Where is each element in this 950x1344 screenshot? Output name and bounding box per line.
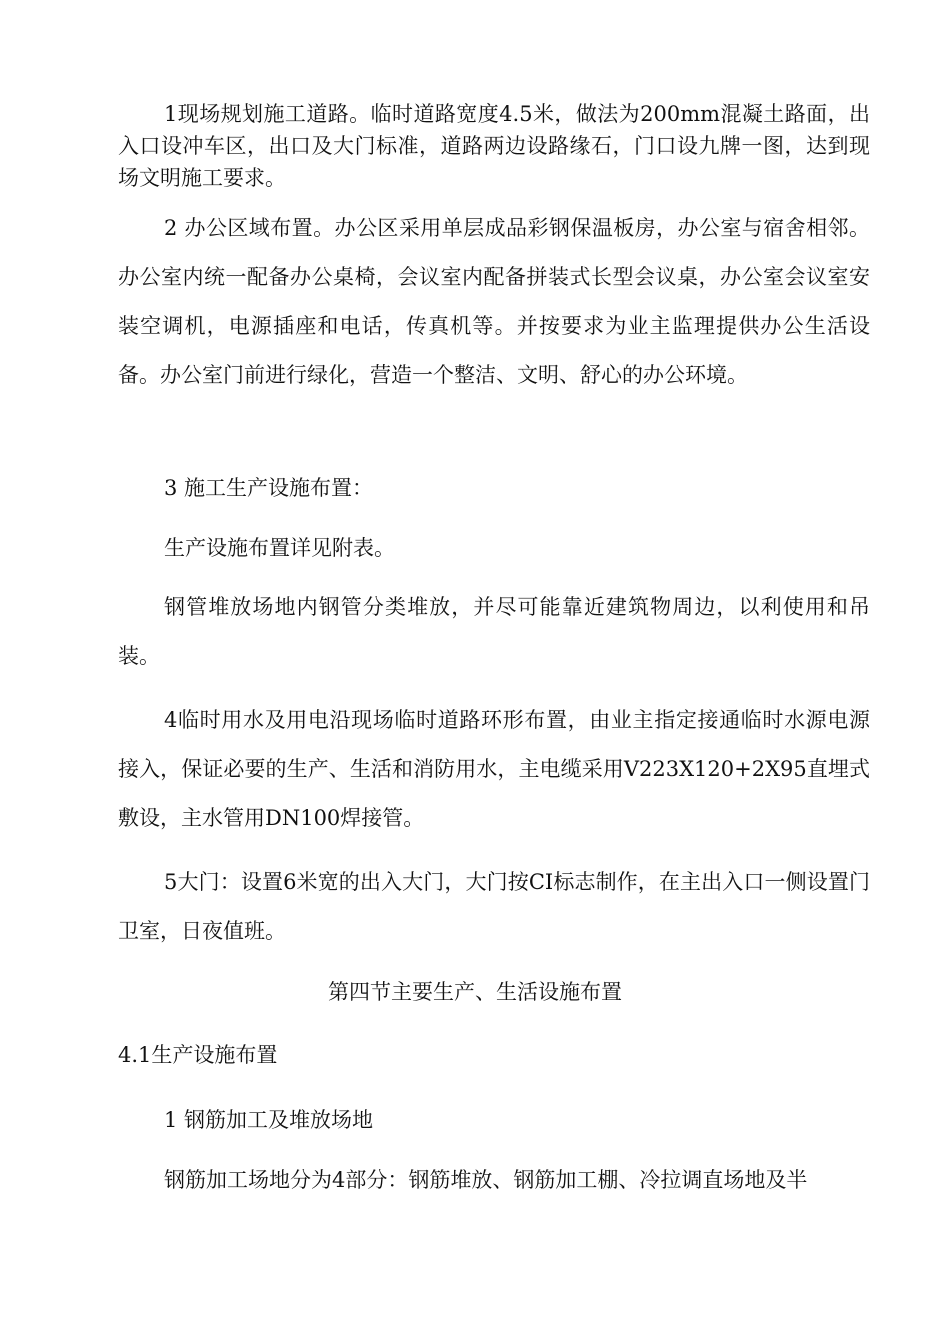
paragraph-production-facilities: 3 施工生产设施布置： [164, 476, 374, 500]
section-title: 第四节主要生产、生活设施布置 [328, 980, 622, 1004]
paragraph-main-gate: 5大门：设置6米宽的出入大门，大门按CI标志制作，在主出入口一侧设置门卫室，日夜值班。 [118, 870, 870, 943]
paragraph-rebar-yard: 钢筋加工场地分为4部分：钢筋堆放、钢筋加工棚、冷拉调直场地及半 [164, 1168, 808, 1192]
paragraph-road: 1现场规划施工道路。临时道路宽度4.5米，做法为200mm混凝土路面，出入口设冲车区，出口及大门标准，道路两边设路缘石，门口设九牌一图，达到现场文明施工要求。 [118, 102, 870, 190]
paragraph-facilities-table-ref: 生产设施布置详见附表。 [164, 536, 395, 560]
paragraph-steel-pipe-storage: 钢管堆放场地内钢管分类堆放，并尽可能靠近建筑物周边，以利使用和吊装。 [118, 595, 870, 668]
paragraph-office-area: 2 办公区域布置。办公区采用单层成品彩钢保温板房，办公室与宿舍相邻。办公室内统一配备办公桌椅，会议室内配备拼装式长型会议桌，办公室会议室安装空调机，电源插座和电话，传真机等。并按要求为业主监理提供办公生活设备。办公室门前进行绿化，营造一个整洁、文明、舒心的办公环境。 [118, 216, 870, 387]
paragraph-water-power: 4临时用水及用电沿现场临时道路环形布置，由业主指定接通临时水源电源接入，保证必要的生产、生活和消防用水，主电缆采用V223X120+2X95直埋式敷设，主水管用DN100焊接管。 [118, 708, 870, 830]
subsection-title: 4.1生产设施布置 [118, 1043, 278, 1067]
paragraph-rebar-yard-heading: 1 钢筋加工及堆放场地 [164, 1108, 374, 1132]
